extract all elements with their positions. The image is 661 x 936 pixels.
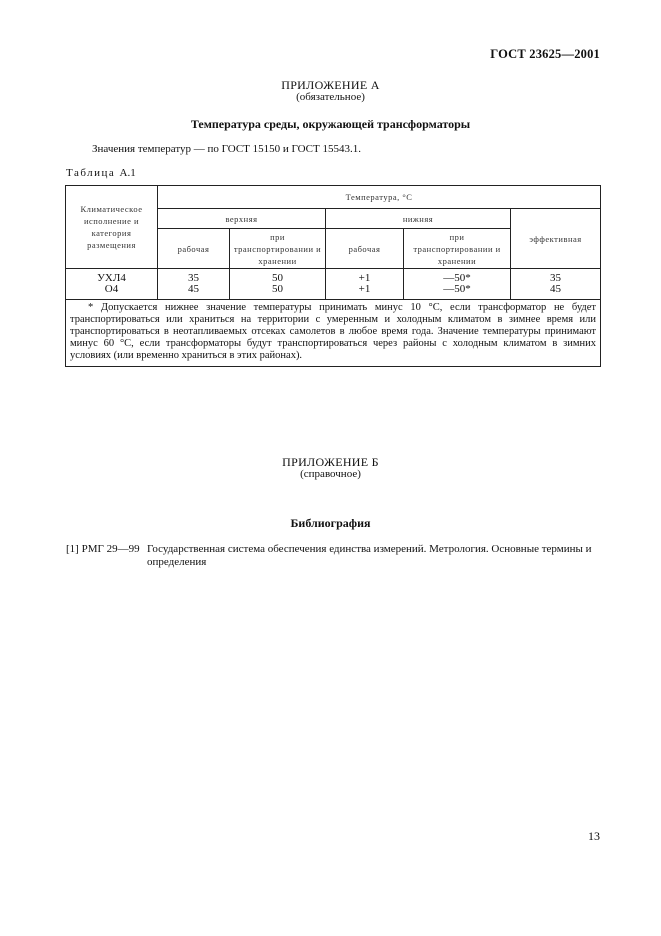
reference-code: [1] РМГ 29—99 bbox=[66, 543, 140, 555]
cell-upper-working bbox=[158, 269, 230, 300]
table-label-number: А.1 bbox=[119, 167, 136, 179]
appendix-b-title: ПРИЛОЖЕНИЕ Б bbox=[282, 455, 379, 469]
cell-value: 50 bbox=[272, 283, 283, 295]
header-upper-working: рабочая bbox=[158, 229, 230, 269]
intro-text: Значения температур — по ГОСТ 15150 и ГОСТ 15543.1. bbox=[92, 143, 361, 155]
reference-text: Государственная система обеспечения единства измерений. Метрология. Основные термины и определения bbox=[147, 543, 592, 568]
header-climate: Климатическое исполнение и категория размещения bbox=[66, 186, 158, 269]
header-lower: нижняя bbox=[326, 209, 511, 229]
document-code: ГОСТ 23625—2001 bbox=[490, 47, 600, 61]
table-footnote: * Допускается нижнее значение температуры принимать минус 10 °С, если трансформатор не будет транспортироваться или храниться на территории с умеренным и холодным климатом в зимнее время или транспортироваться в неотапливаемых отсеках самолетов в любое время года. Значение температуры принимают минус 60 °С, если трансформаторы будут транспортироваться через районы с холодным климатом в зимних условиях (или временно храниться в этих районах). bbox=[66, 300, 601, 367]
appendix-b-status: (справочное) bbox=[300, 468, 361, 480]
header-lower-transport: при транспортировании и хранении bbox=[404, 229, 511, 269]
cell-climate bbox=[66, 269, 158, 300]
appendix-a-status: (обязательное) bbox=[296, 91, 365, 103]
appendix-a-title: ПРИЛОЖЕНИЕ А bbox=[281, 78, 380, 92]
cell-value: 45 bbox=[550, 283, 562, 295]
cell-value: 35 bbox=[550, 272, 562, 284]
table-label-word: Таблица bbox=[66, 167, 116, 179]
cell-value: +1 bbox=[358, 272, 371, 284]
bibliography-heading: Библиография bbox=[290, 516, 371, 530]
cell-value: —50* bbox=[443, 272, 471, 284]
cell-value: +1 bbox=[358, 283, 371, 295]
page-number: 13 bbox=[588, 829, 600, 843]
cell-value: О4 bbox=[104, 283, 119, 295]
cell-upper-transport bbox=[230, 269, 326, 300]
header-lower-working: рабочая bbox=[326, 229, 404, 269]
cell-value: 50 bbox=[272, 272, 283, 284]
header-temperature: Температура, °С bbox=[158, 186, 601, 209]
cell-value: 35 bbox=[188, 272, 199, 284]
cell-value: УХЛ4 bbox=[97, 272, 126, 284]
cell-value: —50* bbox=[443, 283, 471, 295]
header-upper: верхняя bbox=[158, 209, 326, 229]
temperature-table bbox=[65, 185, 601, 367]
table-label bbox=[66, 167, 136, 179]
header-effective: эффективная bbox=[511, 209, 601, 269]
cell-value: 45 bbox=[188, 283, 199, 295]
table-body-row bbox=[66, 269, 601, 300]
header-upper-transport: при транспортировании и хранении bbox=[230, 229, 326, 269]
appendix-a-heading: Температура среды, окружающей трансформаторы bbox=[190, 117, 471, 131]
cell-lower-transport bbox=[404, 269, 511, 300]
cell-effective bbox=[511, 269, 601, 300]
cell-lower-working bbox=[326, 269, 404, 300]
